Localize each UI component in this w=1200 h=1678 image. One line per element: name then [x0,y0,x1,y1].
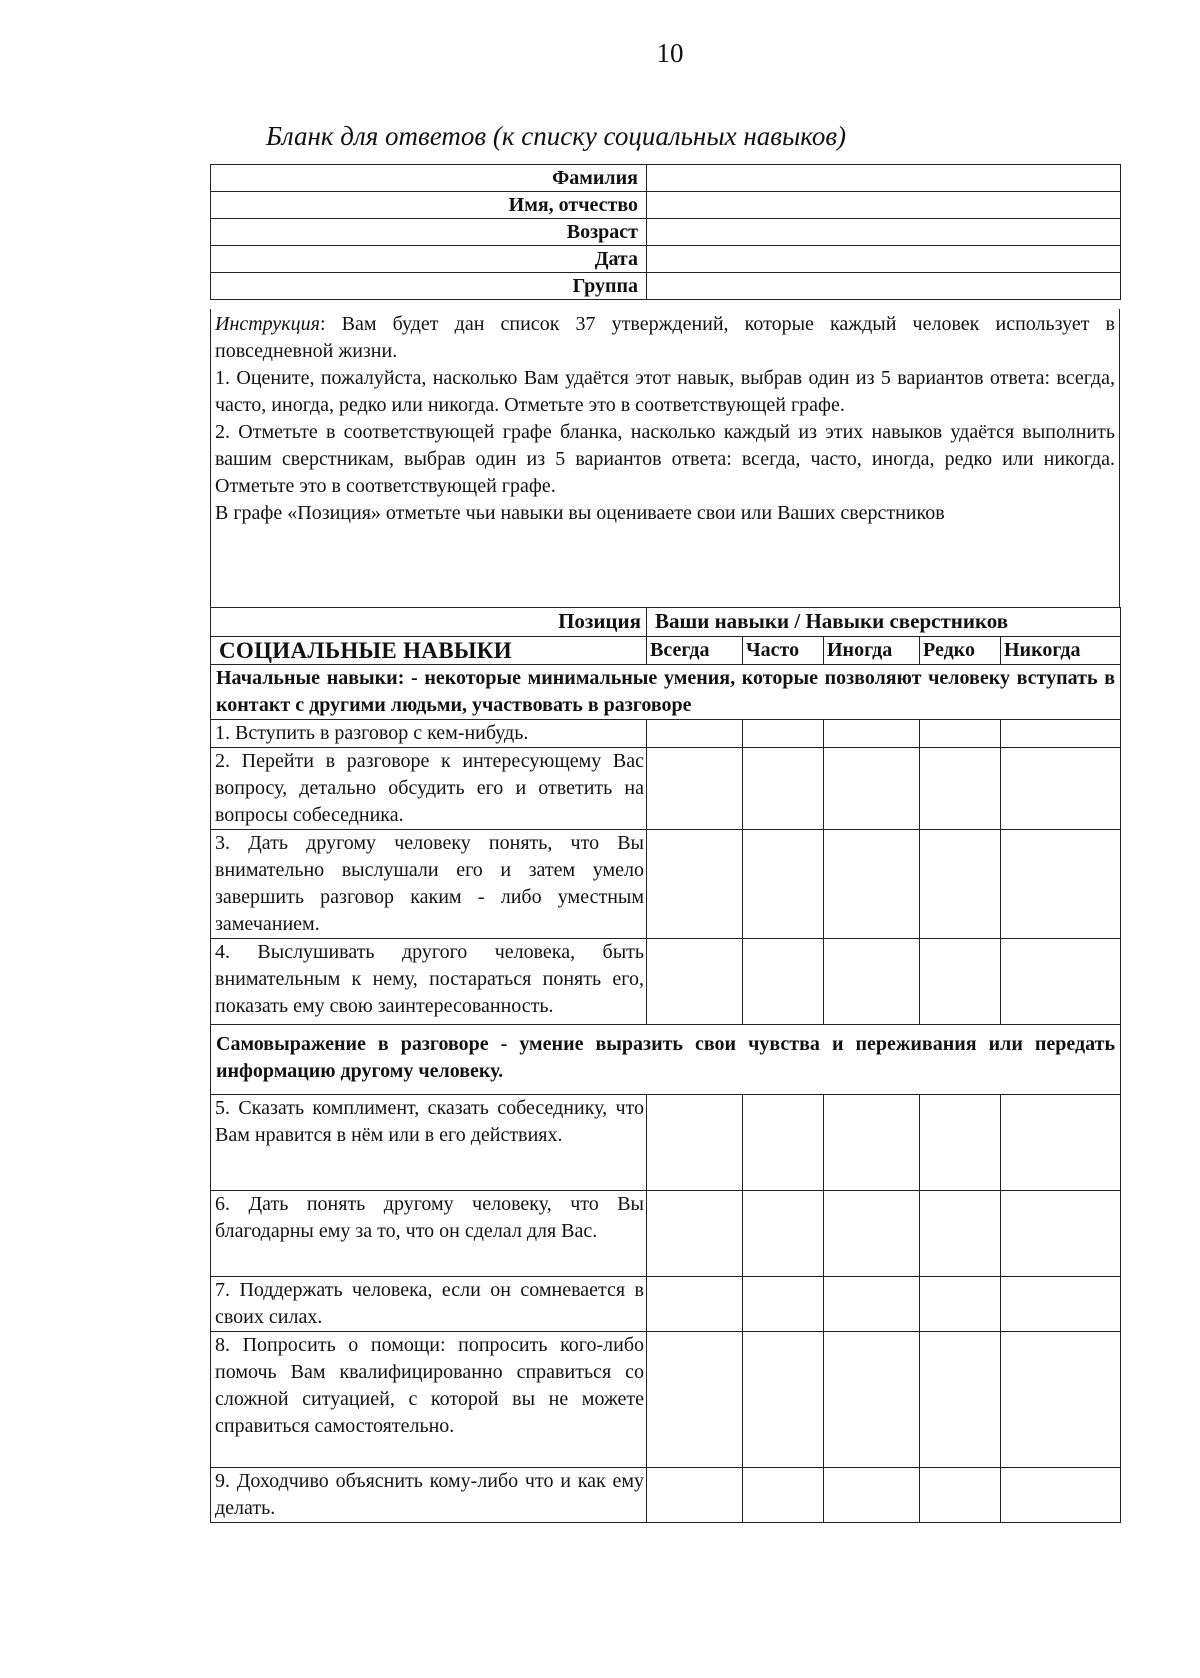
instructions-step-2: 2. Отметьте в соответствующей графе бланка, насколько каждый из этих навыков удаётся выполнить вашим сверстникам, выбрав один из 5 вариантов ответа: всегда, часто, иногда, редко или никогда. Отметьте это в соответствующей графе. [215,421,1115,497]
answer-cell-sometimes[interactable] [824,1095,920,1191]
answer-cell-sometimes[interactable] [824,1468,920,1523]
group-field[interactable] [647,273,1121,300]
skill-row [211,939,1121,1025]
answer-cell-never[interactable] [1001,748,1121,830]
personal-row-age [211,219,1121,246]
group-label: Группа [211,273,647,300]
answer-cell-often[interactable] [743,939,824,1025]
date-field[interactable] [647,246,1121,273]
answer-cell-sometimes[interactable] [824,1277,920,1332]
answer-cell-always[interactable] [647,1095,743,1191]
instructions-lead: Инструкция [215,313,320,335]
name-patronymic-field[interactable] [647,192,1121,219]
instructions-block [210,309,1120,608]
col-rarely: Редко [920,637,1001,665]
answer-cell-sometimes[interactable] [824,830,920,939]
answer-cell-rarely[interactable] [920,939,1001,1025]
answer-cell-always[interactable] [647,1191,743,1277]
col-often: Часто [743,637,824,665]
skill-text: 2. Перейти в разговоре к интересующему Вас вопросу, детально обсудить его и ответить на вопросы собеседника. [211,748,647,830]
skill-text: 9. Доходчиво объяснить кому-либо что и как ему делать. [211,1468,647,1523]
section-row [211,665,1121,720]
skill-row [211,1095,1121,1191]
section-row [211,1025,1121,1095]
section-title-basic: Начальные навыки: - некоторые минимальные умения, которые позволяют человеку вступать в контакт с другими людьми, участвовать в разговоре [211,665,1121,720]
skill-row [211,1277,1121,1332]
answer-cell-sometimes[interactable] [824,1332,920,1468]
answer-cell-rarely[interactable] [920,1095,1001,1191]
skill-row [211,748,1121,830]
answer-cell-rarely[interactable] [920,720,1001,748]
position-label: Позиция [211,608,647,637]
answer-cell-often[interactable] [743,1332,824,1468]
personal-row-date [211,246,1121,273]
answer-cell-often[interactable] [743,1191,824,1277]
col-always: Всегда [647,637,743,665]
skill-row [211,1332,1121,1468]
section-title-self-expression: Самовыражение в разговоре - умение выразить свои чувства и переживания или передать информацию другому человеку. [211,1025,1121,1095]
surname-field[interactable] [647,165,1121,192]
answer-cell-often[interactable] [743,1277,824,1332]
skill-text: 7. Поддержать человека, если он сомневается в своих силах. [211,1277,647,1332]
answer-cell-never[interactable] [1001,1332,1121,1468]
name-patronymic-label: Имя, отчество [211,192,647,219]
answer-cell-never[interactable] [1001,720,1121,748]
personal-row-group [211,273,1121,300]
page-number: 10 [656,38,684,68]
answer-cell-never[interactable] [1001,1095,1121,1191]
answer-cell-often[interactable] [743,720,824,748]
answer-cell-rarely[interactable] [920,748,1001,830]
personal-row-surname [211,165,1121,192]
answer-cell-always[interactable] [647,748,743,830]
answer-cell-never[interactable] [1001,1277,1121,1332]
skill-text: 6. Дать понять другому человеку, что Вы благодарны ему за то, что он сделал для Вас. [211,1191,647,1277]
skills-table [210,607,1120,1523]
instructions-step-1: 1. Оцените, пожалуйста, насколько Вам удаётся этот навык, выбрав один из 5 вариантов ответа: всегда, часто, иногда, редко или никогда. Отметьте это в соответствующей графе. [215,367,1115,416]
instructions-step-3: В графе «Позиция» отметьте чьи навыки вы оцениваете свои или Ваших сверстников [215,502,945,524]
answer-cell-always[interactable] [647,720,743,748]
instructions-intro-text: : Вам будет дан список 37 утверждений, которые каждый человек использует в повседневной жизни. [215,313,1115,362]
answer-cell-rarely[interactable] [920,1277,1001,1332]
answer-cell-often[interactable] [743,830,824,939]
answer-cell-never[interactable] [1001,830,1121,939]
answer-cell-often[interactable] [743,748,824,830]
personal-info-table [210,164,1120,300]
surname-label: Фамилия [211,165,647,192]
skill-row [211,720,1121,748]
answer-cell-sometimes[interactable] [824,939,920,1025]
position-row [211,608,1121,637]
skill-text: 5. Сказать комплимент, сказать собеседнику, что Вам нравится в нём или в его действиях. [211,1095,647,1191]
answer-cell-sometimes[interactable] [824,720,920,748]
answer-cell-never[interactable] [1001,939,1121,1025]
personal-row-name [211,192,1121,219]
answer-cell-often[interactable] [743,1095,824,1191]
answer-cell-often[interactable] [743,1468,824,1523]
skill-text: 3. Дать другому человеку понять, что Вы внимательно выслушали его и затем умело завершить разговор каким - либо уместным замечанием. [211,830,647,939]
form-title: Бланк для ответов (к списку социальных навыков) [266,121,847,151]
skill-text: 8. Попросить о помощи: попросить кого-либо помочь Вам квалифицированно справиться со сложной ситуацией, с которой вы не можете справиться самостоятельно. [211,1332,647,1468]
age-field[interactable] [647,219,1121,246]
instructions-intro [215,311,1115,365]
answer-cell-always[interactable] [647,1468,743,1523]
answer-cell-sometimes[interactable] [824,1191,920,1277]
skill-text: 4. Выслушивать другого человека, быть внимательным к нему, постараться понять его, показать ему свою заинтересованность. [211,939,647,1025]
header-row [211,637,1121,665]
age-label: Возраст [211,219,647,246]
answer-cell-rarely[interactable] [920,1332,1001,1468]
answer-cell-sometimes[interactable] [824,748,920,830]
skill-row [211,1468,1121,1523]
col-sometimes: Иногда [824,637,920,665]
answer-cell-rarely[interactable] [920,1191,1001,1277]
answer-cell-rarely[interactable] [920,830,1001,939]
answer-cell-never[interactable] [1001,1468,1121,1523]
date-label: Дата [211,246,647,273]
skill-row [211,830,1121,939]
answer-cell-rarely[interactable] [920,1468,1001,1523]
col-never: Никогда [1001,637,1121,665]
answer-cell-never[interactable] [1001,1191,1121,1277]
skill-row [211,1191,1121,1277]
answer-cell-always[interactable] [647,1332,743,1468]
answer-cell-always[interactable] [647,1277,743,1332]
answer-cell-always[interactable] [647,830,743,939]
social-skills-caption: СОЦИАЛЬНЫЕ НАВЫКИ [211,637,647,665]
answer-cell-always[interactable] [647,939,743,1025]
column-group-header: Ваши навыки / Навыки сверстников [647,608,1121,637]
skill-text: 1. Вступить в разговор с кем-нибудь. [211,720,647,748]
